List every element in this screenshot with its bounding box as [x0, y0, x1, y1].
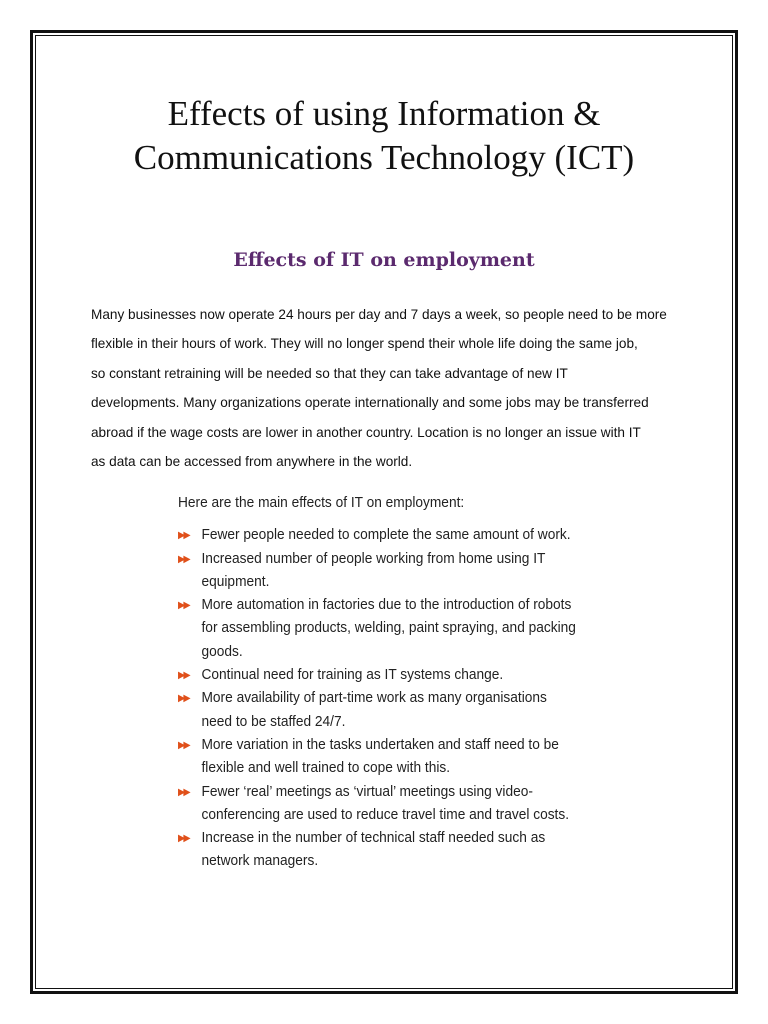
list-item [178, 548, 582, 595]
list-item [178, 664, 582, 687]
paragraph-line: so constant retraining will be needed so that they can take advantage of new IT [91, 365, 568, 381]
list-item [178, 734, 582, 781]
list-item-line: flexible and well trained to cope with this. [201, 760, 451, 777]
list-item-line: equipment. [201, 573, 270, 590]
list-item [178, 781, 582, 828]
list-item-line: Increased number of people working from home using IT [201, 550, 546, 567]
list-item-text [202, 664, 583, 687]
list-intro: Here are the main effects of IT on employment: [178, 495, 465, 511]
list-item [178, 594, 582, 664]
page-title [40, 92, 728, 180]
paragraph-line: Many businesses now operate 24 hours per day and 7 days a week, so people need to be more [91, 307, 667, 322]
list-item-text [202, 548, 583, 595]
list-item [178, 524, 582, 547]
double-arrow-bullet-icon: ▶▶ [178, 739, 189, 751]
paragraph-line: flexible in their hours of work. They will no longer spend their whole life doing the same job, [91, 336, 638, 352]
list-item-line: Fewer ‘real’ meetings as ‘virtual’ meetings using video- [201, 783, 533, 800]
paragraph-line: abroad if the wage costs are lower in another country. Location is no longer an issue with IT [91, 424, 641, 440]
list-item-line: Fewer people needed to complete the same amount of work. [201, 527, 571, 544]
list-item-line: More automation in factories due to the introduction of robots [201, 597, 572, 614]
list-item-line: Increase in the number of technical staff needed such as [201, 830, 546, 847]
title-line: Effects of using Information & [167, 94, 601, 133]
list-item-line: goods. [201, 643, 243, 660]
list-item-line: Continual need for training as IT systems change. [201, 667, 504, 684]
list-item-text [202, 594, 583, 664]
double-arrow-bullet-icon: ▶▶ [178, 670, 189, 682]
paragraph-line: as data can be accessed from anywhere in the world. [91, 454, 413, 470]
list-item-line: More availability of part-time work as many organisations [201, 690, 547, 707]
double-arrow-bullet-icon: ▶▶ [178, 553, 189, 565]
paragraph-line: developments. Many organizations operate internationally and some jobs may be transferred [91, 395, 649, 411]
list-item-text [202, 734, 583, 781]
title-line: Communications Technology (ICT) [133, 138, 635, 177]
effects-list-block [178, 492, 582, 874]
list-item-text [202, 524, 583, 547]
list-item-line: need to be staffed 24/7. [201, 713, 346, 730]
double-arrow-bullet-icon: ▶▶ [178, 600, 189, 612]
list-item-line: conferencing are used to reduce travel time and travel costs. [201, 806, 570, 823]
list-item-text [202, 781, 583, 828]
list-item-line: for assembling products, welding, paint spraying, and packing [201, 620, 576, 637]
double-arrow-bullet-icon: ▶▶ [178, 693, 189, 705]
double-arrow-bullet-icon: ▶▶ [178, 786, 189, 798]
list-item-line: More variation in the tasks undertaken and staff need to be [201, 736, 559, 753]
intro-paragraph [91, 300, 691, 476]
list-item [178, 687, 582, 734]
list-item [178, 827, 582, 874]
list-item-line: network managers. [201, 853, 319, 870]
list-item-text [202, 687, 583, 734]
double-arrow-bullet-icon: ▶▶ [178, 530, 189, 542]
list-item-text [202, 827, 583, 874]
section-heading: Effects of IT on employment [233, 249, 535, 271]
effects-list [178, 524, 582, 873]
double-arrow-bullet-icon: ▶▶ [178, 833, 189, 845]
